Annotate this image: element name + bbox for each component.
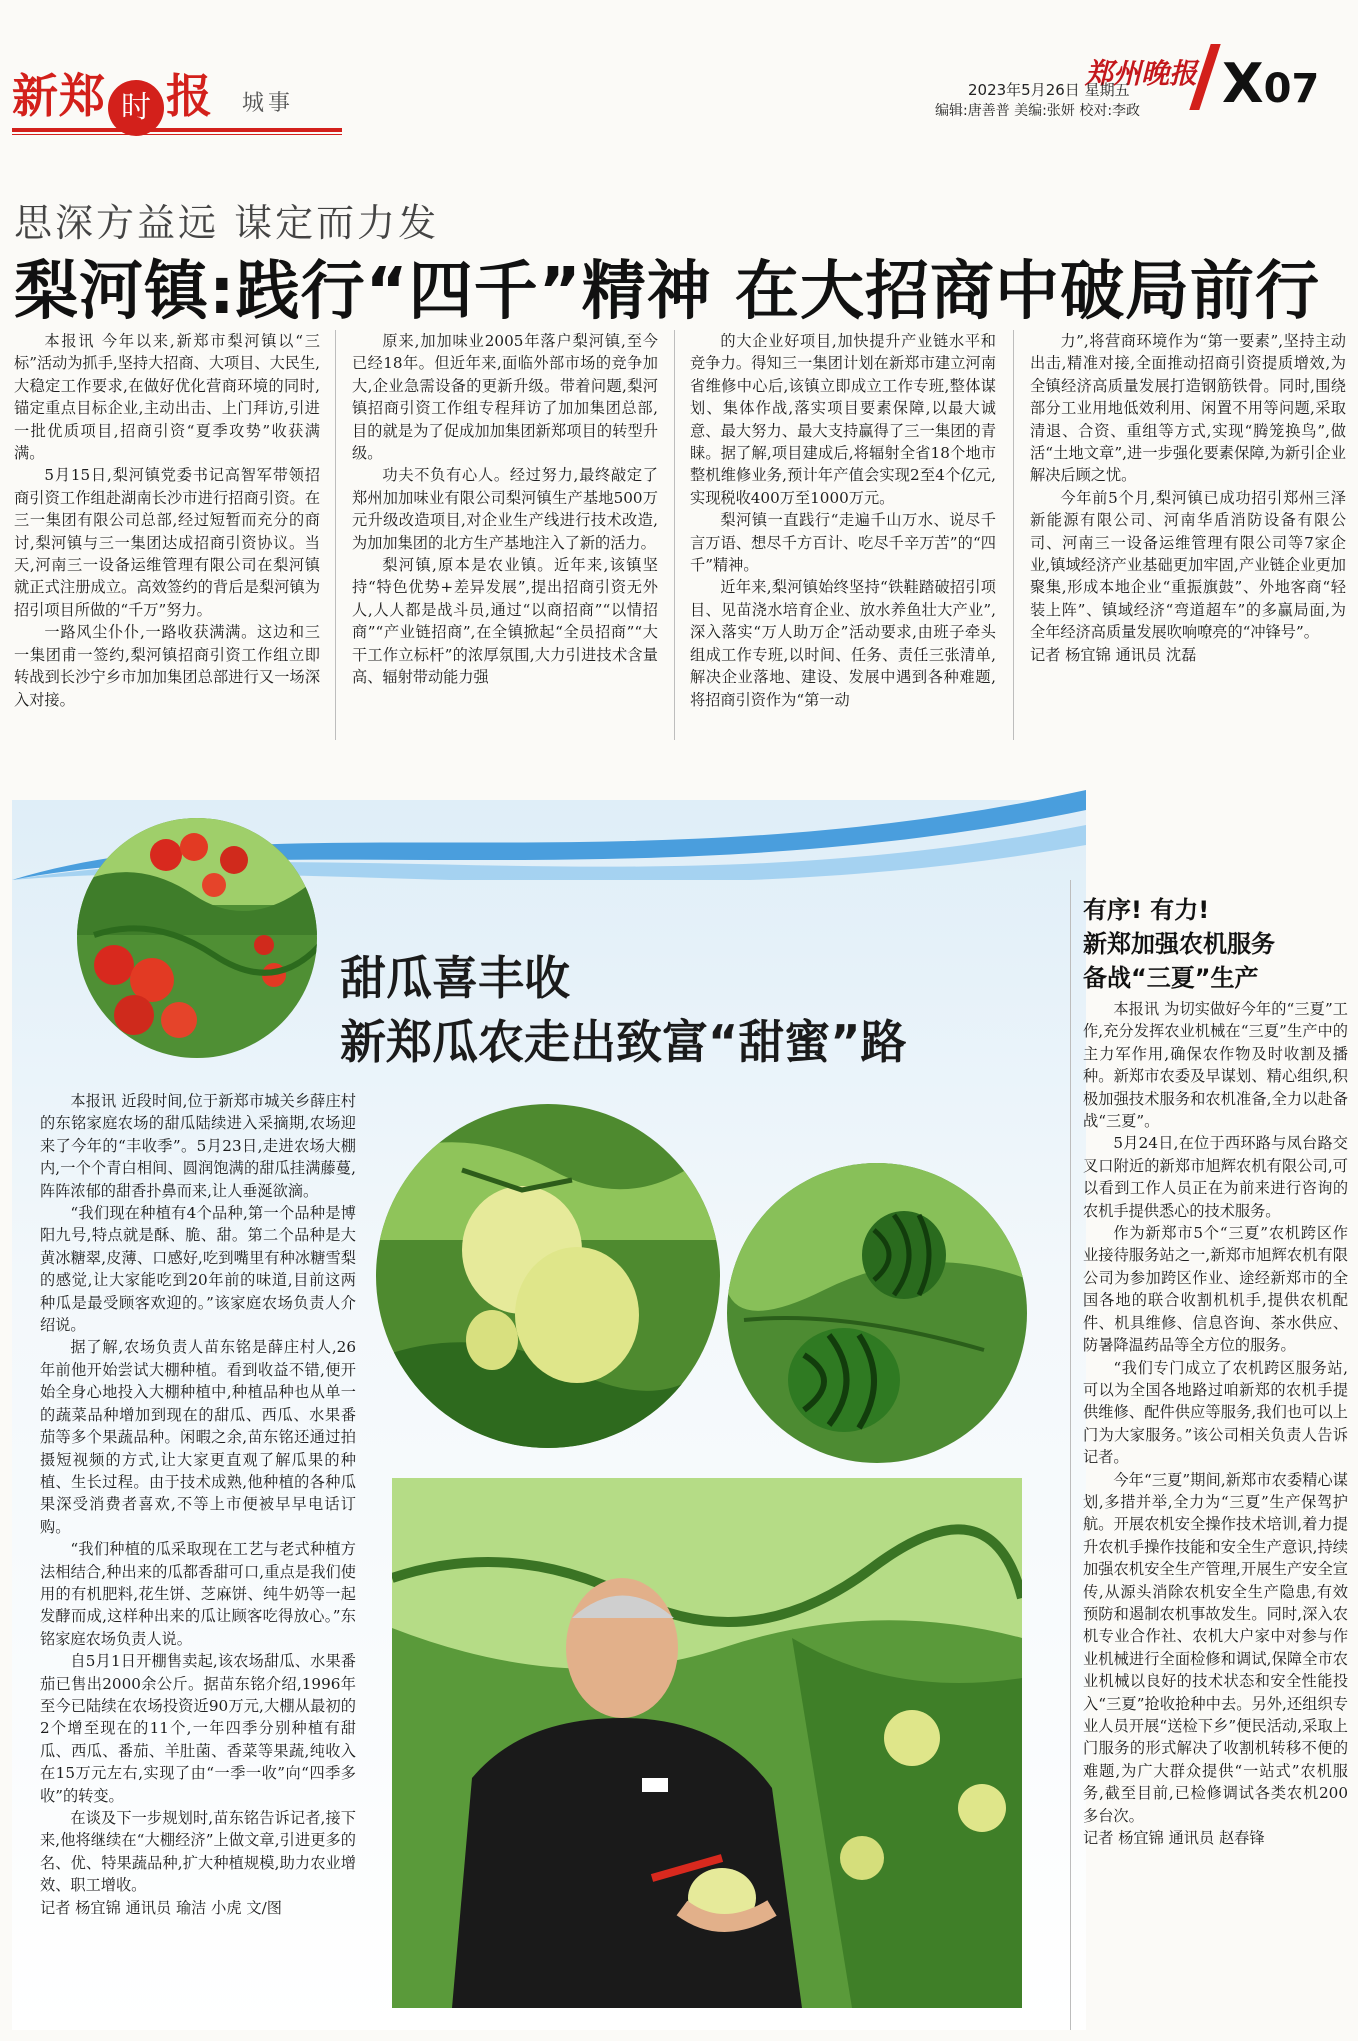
- side-paragraph: “我们专门成立了农机跨区服务站,可以为全国各地路过咱新郑的农机手提供维修、配件供应等服务,我们也可以上门为大家服务。”该公司相关负责人告诉记者。: [1083, 1358, 1348, 1467]
- column-divider: [1013, 330, 1014, 740]
- paper-name-logo: 郑州晚报: [1085, 57, 1198, 90]
- feature-paragraph: 在谈及下一步规划时,苗东铭告诉记者,接下来,他将继续在“大棚经济”上做文章,引进更多的名、优、特果蔬品种,扩大种植规模,助力农业增效、职工增收。: [40, 1809, 356, 1895]
- lead-byline: 记者 杨宜锦 通讯员 沈磊: [1030, 645, 1197, 664]
- farmer-harvesting-photo: [392, 1478, 1022, 2008]
- feature-paragraph: 本报讯 近段时间,位于新郑市城关乡薛庄村的东铭家庭农场的甜瓜陆续进入采摘期,农场迎来了今年的“丰收季”。5月23日,走进农场大棚内,一个个青白相间、圆润饱满的甜瓜挂满藤蔓,阵阵浓郁的甜香扑鼻而来,让人垂涎欲滴。: [40, 1092, 356, 1200]
- side-paragraph: 本报讯 为切实做好今年的“三夏”工作,充分发挥农业机械在“三夏”生产中的主力军作用,确保农作物及时收割及播种。新郑市农委及早谋划、精心组织,积极加强技术服务和农机准备,全力以赴备战“三夏”。: [1083, 1000, 1348, 1131]
- feature-paragraph: 自5月1日开棚售卖起,该农场甜瓜、水果番茄已售出2000余公斤。据苗东铭介绍,1996年至今已陆续在农场投资近90万元,大棚从最初的2个增至现在的11个,一年四季分别种植有甜瓜、西瓜、番茄、羊肚菌、香菜等果蔬,纯收入在15万元左右,实现了由“一季一收”向“四季多收”的转变。: [40, 1652, 356, 1805]
- page-number: [1222, 52, 1319, 115]
- lead-paragraph: 5月15日,梨河镇党委书记高智军带领招商引资工作组赴湖南长沙市进行招商引资。在三一集团有限公司总部,经过短暂而充分的商讨,梨河镇与三一集团达成招商引资协议。当天,河南三一设备运维管理有限公司在梨河镇就正式注册成立。高效签约的背后是梨河镇为招引项目所做的“千万”努力。: [14, 466, 320, 619]
- lead-paragraph: 一路风尘仆仆,一路收获满满。这边和三一集团甫一签约,梨河镇招商引资工作组立即转战到长沙宁乡市加加集团总部进行又一场深入对接。: [14, 623, 320, 709]
- lead-paragraph: 今年前5个月,梨河镇已成功招引郑州三泽新能源有限公司、河南华盾消防设备有限公司、河南三一设备运维管理有限公司等7家企业,镇域经济产业基础更加牢固,产业链企业更加聚集,形成本地企业“重振旗鼓”、外地客商“轻装上阵”、镇域经济“弯道超车”的多赢局面,为全年经济高质量发展吹响嘹亮的“冲锋号”。: [1030, 488, 1346, 642]
- brand-name-b: 报: [166, 69, 213, 123]
- feature-paragraph: “我们现在种植有4个品种,第一个品种是博阳九号,特点就是酥、脆、甜。第二个品种是大黄冰糖翠,皮薄、口感好,吃到嘴里有种冰糖雪梨的感觉,让大家能吃到20年前的味道,目前这两种瓜是最受顾客欢迎的。”该家庭农场负责人介绍说。: [40, 1204, 356, 1335]
- masthead-logo: [12, 60, 213, 132]
- feature-byline: 记者 杨宜锦 通讯员 瑜洁 小虎 文/图: [40, 1898, 282, 1917]
- lead-paragraph: 近年来,梨河镇始终坚持“铁鞋踏破招引项目、见苗浇水培育企业、放水养鱼壮大产业”,深入落实“万人助万企”活动要求,由班子牵头组成工作专班,以时间、任务、责任三张清单,解决企业落地、建设、发展中遇到各种难题,将招商引资作为“第一动: [690, 578, 996, 709]
- side-body: [1083, 998, 1348, 2033]
- side-paragraph: 今年“三夏”期间,新郑市农委精心谋划,多措并举,全力为“三夏”生产保驾护航。开展农机安全操作技术培训,着力提升农机手操作技能和安全生产意识,持续加强农机安全生产管理,开展生产安全宣传,从源头消除农机安全生产隐患,有效预防和遏制农机事故发生。同时,深入农机专业合作社、农机大户家中对参与作业机械进行全面检修和调试,保障全市农业机械以良好的技术状态和安全性能投入“三夏”抢收抢种中去。另外,还组织专业人员开展“送检下乡”便民活动,采取上门服务的形式解决了收割机转移不便的难题,为广大群众提供“一站式”农机服务,截至目前,已检修调试各类农机200多台次。: [1083, 1470, 1348, 1825]
- masthead-rule: [12, 128, 342, 132]
- lead-kicker: 思深方益远 谋定而力发: [14, 201, 440, 245]
- issue-date: 2023年5月26日 星期五: [968, 81, 1130, 99]
- lead-column-4: [1030, 330, 1346, 742]
- feature-headline-line2: 新郑瓜农走出致富“甜蜜”路: [340, 1015, 907, 1069]
- lead-headline: 梨河镇:践行“四千”精神 在大招商中破局前行: [14, 255, 1320, 329]
- brand-name-a: 新郑: [12, 69, 106, 123]
- side-byline: 记者 杨宜锦 通讯员 赵春锋: [1083, 1829, 1265, 1848]
- tomato-photo: [74, 815, 320, 1061]
- lead-paragraph: 的大企业好项目,加快提升产业链水平和竞争力。得知三一集团计划在新郑市建立河南省维修中心后,该镇立即成立工作专班,整体谋划、集体作战,落实项目要素保障,以最大诚意、最大努力、最大支持赢得了三一集团的青睐。据了解,项目建成后,将辐射全省18个地市整机维修业务,预计年产值会实现2至4个亿元,实现税收400万至1000万元。: [690, 332, 996, 507]
- side-paragraph: 5月24日,在位于西环路与凤台路交叉口附近的新郑市旭辉农机有限公司,可以看到工作人员正在为前来进行咨询的农机手提供悉心的技术服务。: [1083, 1134, 1348, 1220]
- lead-paragraph: 梨河镇,原本是农业镇。近年来,该镇坚持“特色优势+差异发展”,提出招商引资无外人,人人都是战斗员,通过“以商招商”“以情招商”“产业链招商”,在全镇掀起“全员招商”“大干工作立标杆”的浓厚氛围,大力引进技术含量高、辐射带动能力强: [352, 556, 658, 687]
- lead-paragraph: 原来,加加味业2005年落户梨河镇,至今已经18年。但近年来,面临外部市场的竞争加大,企业急需设备的更新升级。带着问题,梨河镇招商引资工作组专程拜访了加加集团总部,目的就是为了促成加加集团新郑项目的转型升级。: [352, 332, 658, 463]
- lead-column-2: [352, 330, 658, 742]
- side-headline-line3: 备战“三夏”生产: [1083, 964, 1259, 992]
- feature-paragraph: “我们种植的瓜采取现在工艺与老式种植方法相结合,种出来的瓜都香甜可口,重点是我们使用的有机肥料,花生饼、芝麻饼、纯牛奶等一起发酵而成,这样种出来的瓜让顾客吃得放心。”东铭家庭农场负责人说。: [40, 1540, 356, 1648]
- lead-column-1: [14, 330, 320, 742]
- page-digits: 07: [1263, 66, 1320, 112]
- column-divider: [335, 330, 336, 740]
- column-divider: [1070, 880, 1071, 2030]
- feature-headline-line1: 甜瓜喜丰收: [340, 951, 570, 1005]
- lead-paragraph: 功夫不负有心人。经过努力,最终敲定了郑州加加味业有限公司梨河镇生产基地500万元升级改造项目,对企业生产线进行技术改造,为加加集团的北方生产基地注入了新的活力。: [352, 466, 658, 552]
- side-headline-line1: 有序! 有力!: [1083, 896, 1210, 924]
- lead-paragraph: 梨河镇一直践行“走遍千山万水、说尽千言万语、想尽千方百计、吃尽千辛万苦”的“四千”精神。: [690, 511, 996, 575]
- lead-paragraph: 力”,将营商环境作为“第一要素”,坚持主动出击,精准对接,全面推动招商引资提质增效,为全镇经济高质量发展打造钢筋铁骨。同时,围绕部分工业用地低效利用、闲置不用等问题,采取清退、合资、重组等方式,实现“腾笼换鸟”,做活“土地文章”,进一步强化要素保障,为新引企业解决后顾之忧。: [1030, 332, 1346, 485]
- editors-line: 编辑:唐善普 美编:张妍 校对:李政: [935, 103, 1141, 119]
- feature-body: [40, 1090, 356, 2000]
- masthead-rule-thin: [12, 134, 342, 135]
- melon-photo: [372, 1100, 724, 1452]
- section-name: 城事: [242, 91, 295, 116]
- feature-paragraph: 据了解,农场负责人苗东铭是薛庄村人,26年前他开始尝试大棚种植。看到收益不错,便开始全身心地投入大棚种植中,种植品种也从单一的蔬菜品种增加到现在的甜瓜、西瓜、水果番茄等多个果蔬品种。闲暇之余,苗东铭还通过拍摄短视频的方式,让大家更直观了解瓜果的种植、生长过程。由于技术成熟,他种植的各种瓜果深受消费者喜欢,不等上市便被早早电话订购。: [40, 1338, 356, 1536]
- watermelon-photo: [724, 1160, 1030, 1466]
- column-divider: [674, 330, 675, 740]
- lead-column-3: [690, 330, 996, 742]
- side-paragraph: 作为新郑市5个“三夏”农机跨区作业接待服务站之一,新郑市旭辉农机有限公司为参加跨区作业、途经新郑市的全国各地的联合收割机机手,提供农机配件、机具维修、信息咨询、茶水供应、防暑降温药品等全方位的服务。: [1083, 1224, 1348, 1355]
- side-headline: [1083, 893, 1275, 995]
- side-headline-line2: 新郑加强农机服务: [1083, 930, 1275, 958]
- lead-paragraph: 本报讯 今年以来,新郑市梨河镇以“三标”活动为抓手,坚持大招商、大项目、大民生,大稳定工作要求,在做好优化营商环境的同时,锚定重点目标企业,主动出击、上门拜访,引进一批优质项目,招商引资“夏季攻势”收获满满。: [14, 332, 320, 463]
- page-letter: X: [1222, 52, 1264, 115]
- brand-badge: 时: [108, 80, 164, 136]
